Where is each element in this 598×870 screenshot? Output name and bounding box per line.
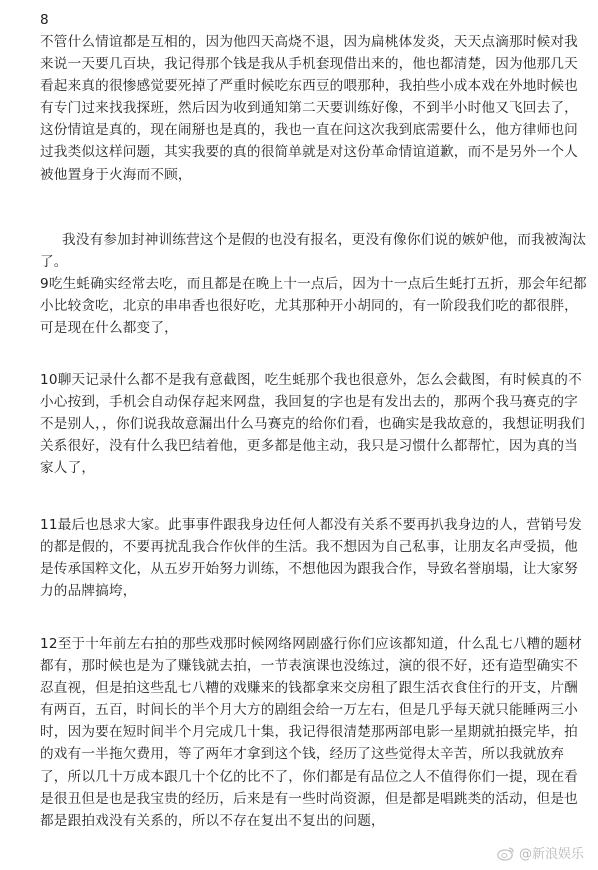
paragraph-early-dramas: 12至于十年前左右拍的那些戏那时候网络网剧盛行你们应该都知道，什么乱七八糟的题材都有，那时候也是为了赚钱就去拍，一节表演课也没练过，演的很不好，还有造型确实不忍直视，但是拍这些乱七八糟的戏赚来的钱都拿来交房租了跟生活衣食住行的开支，片酬有两百，五百，时间长的半个月大方的剧组会给一万左右，但是几乎每天就只能睡两三小时，因为要在短时间半个月完成几十集，我记得很清楚那两部电影一星期就拍摄完毕，拍的戏有一半拖欠费用，等了两年才拿到这个钱，经历了这些觉得太辛苦，所以我就放弃了，所以几十万成本跟几十个亿的比不了，你们都是有品位之人不值得你们一提，现在看是很丑但是也是我宝贵的经历，后来是有一些时尚资源，但是都是唱跳类的活动，但是也都是跟拍戏没有关系的，所以不存在复出不复出的问题， <box>40 636 582 829</box>
weibo-logo-icon <box>497 845 515 861</box>
watermark <box>497 843 584 862</box>
section-number: 8 <box>40 12 49 28</box>
watermark-text: @新浪娱乐 <box>518 847 584 862</box>
paragraph-oysters: 9吃生蚝确实经常去吃，而且都是在晚上十一点后，因为十一点后生蚝打五折，那会年纪都小比较贪吃，北京的串串香也很好吃，尤其那种开小胡同的，有一阶段我们吃的都很胖，可是现在什么都变了， <box>40 276 587 337</box>
paragraph-training-camp: 我没有参加封神训练营这个是假的也没有报名，更没有像你们说的嫉妒他，而我被淘汰了。 <box>40 232 587 271</box>
paragraph-friendship: 不管什么情谊都是互相的，因为他四天高烧不退，因为扁桃体发炎，天天点滴那时候对我来说一天要几百块，我记得那个钱是我从手机套现借出来的，他也都清楚，因为他那几天看起来真的很惨感觉要死掉了严重时候吃东西豆的喂那种，我拍些小成本戏在外地时候也有专门过来找我探班，然后因为收到通知第二天要训练好像，不到半小时他又飞回去了，这份情谊是真的，现在闹掰也是真的，我也一直在问这次我到底需要什么，他方律师也问过我类似这样问题，其实我要的真的很简单就是对这份革命情谊道歉，而不是另外一个人被他置身于火海而不顾， <box>40 34 578 183</box>
paragraph-chat-records: 10聊天记录什么都不是我有意截图，吃生蚝那个我也很意外，怎么会截图，有时候真的不小心按到，手机会自动保存起来网盘，我回复的字也是有发出去的，那两个我马赛克的字不是别人，，你们说我故意漏出什么马赛克的给你们看，也确实是我故意的，我想证明我们关系很好，没有什么我巴结着他，更多都是他主动，我只是习惯什么都帮忙，因为真的当家人了， <box>40 372 585 477</box>
paragraph-request: 11最后也恳求大家。此事事件跟我身边任何人都没有关系不要再扒我身边的人，营销号发的都是假的，不要再扰乱我合作伙伴的生活。我不想因为自己私事，让朋友名声受损，他是传承国粹文化，从五岁开始努力训练，不想他因为跟我合作，导致名誉崩塌，让大家努力的品牌搞垮， <box>40 517 582 600</box>
